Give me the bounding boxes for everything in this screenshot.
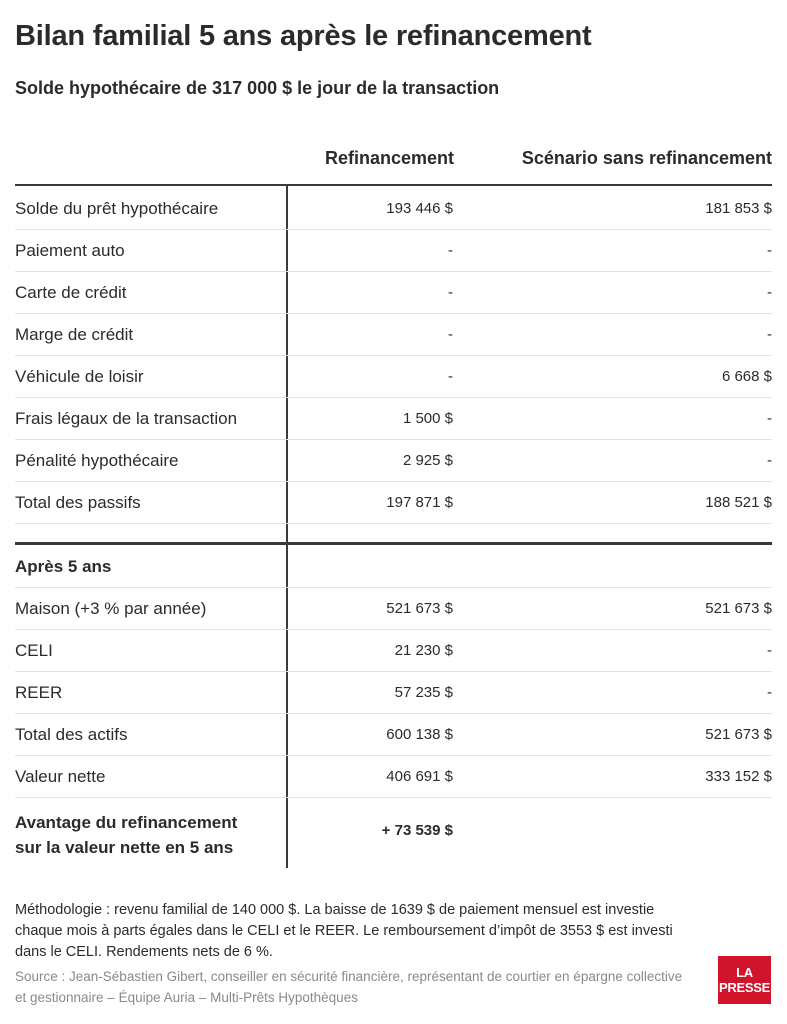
cell-refinancement: 521 673 $ bbox=[386, 600, 453, 617]
logo-line1: LA bbox=[736, 965, 753, 980]
cell-refinancement: 57 235 $ bbox=[394, 684, 453, 701]
column-header-refinancement: Refinancement bbox=[324, 148, 454, 168]
cell-sans-refinancement: - bbox=[767, 326, 772, 343]
cell-refinancement: 406 691 $ bbox=[386, 768, 453, 785]
row-label: REER bbox=[15, 683, 63, 702]
row-label: Solde du prêt hypothécaire bbox=[15, 199, 219, 218]
cell-sans-refinancement: 333 152 $ bbox=[705, 768, 772, 785]
cell-sans-refinancement: 521 673 $ bbox=[705, 600, 772, 617]
source-note: Source : Jean-Sébastien Gibert, conseiller en sécurité financière, représentant de courtier en épargne collective et gestionnaire – Équipe Auria – Multi-Prêts Hypothèques bbox=[15, 969, 683, 1005]
row-label: Paiement auto bbox=[15, 241, 125, 260]
cell-refinancement: - bbox=[448, 242, 453, 259]
cell-sans-refinancement: 188 521 $ bbox=[705, 494, 772, 511]
row-label: Total des actifs bbox=[15, 725, 128, 744]
cell-sans-refinancement: - bbox=[767, 284, 772, 301]
section-label: Après 5 ans bbox=[15, 557, 112, 576]
row-label: Maison (+3 % par année) bbox=[15, 599, 207, 618]
cell-refinancement: 600 138 $ bbox=[386, 726, 453, 743]
cell-sans-refinancement: - bbox=[767, 642, 772, 659]
advantage-label bbox=[15, 810, 275, 860]
row-label: Marge de crédit bbox=[15, 325, 134, 344]
cell-refinancement: 1 500 $ bbox=[402, 410, 453, 427]
chart-title: Bilan familial 5 ans après le refinancement bbox=[15, 20, 592, 52]
cell-sans-refinancement: 6 668 $ bbox=[721, 368, 772, 385]
cell-refinancement: 2 925 $ bbox=[402, 452, 453, 469]
column-header-sans-refinancement: Scénario sans refinancement bbox=[521, 148, 772, 168]
row-label: Frais légaux de la transaction bbox=[15, 409, 238, 428]
table-row-solde bbox=[15, 188, 772, 230]
table-row-valeur-nette bbox=[15, 756, 772, 798]
table-row-penalite bbox=[15, 440, 772, 482]
row-label: CELI bbox=[15, 641, 53, 660]
advantage-value: + 73 539 $ bbox=[381, 822, 453, 839]
table-row-total-actifs bbox=[15, 714, 772, 756]
cell-sans-refinancement: - bbox=[767, 242, 772, 259]
section-header-row bbox=[15, 546, 772, 588]
table-row-frais-legaux bbox=[15, 398, 772, 440]
cell-sans-refinancement: 181 853 $ bbox=[705, 200, 772, 217]
row-label: Total des passifs bbox=[15, 493, 141, 512]
table-row-maison bbox=[15, 588, 772, 630]
table-row-reer bbox=[15, 672, 772, 714]
cell-refinancement: - bbox=[448, 326, 453, 343]
cell-refinancement: 21 230 $ bbox=[394, 642, 453, 659]
logo-line2: PRESSE bbox=[719, 980, 770, 995]
cell-refinancement: 193 446 $ bbox=[386, 200, 453, 217]
cell-sans-refinancement: 521 673 $ bbox=[705, 726, 772, 743]
table-row-marge-credit bbox=[15, 314, 772, 356]
table-row-vehicule-loisir bbox=[15, 356, 772, 398]
row-label: Carte de crédit bbox=[15, 283, 127, 302]
table-row-total-passifs bbox=[15, 482, 772, 524]
table-row-avantage bbox=[15, 808, 772, 868]
advantage-label-line2: sur la valeur nette en 5 ans bbox=[15, 838, 234, 857]
row-label: Véhicule de loisir bbox=[15, 367, 144, 386]
cell-sans-refinancement: - bbox=[767, 684, 772, 701]
table-row-carte-credit bbox=[15, 272, 772, 314]
row-label: Pénalité hypothécaire bbox=[15, 451, 179, 470]
cell-refinancement: - bbox=[448, 368, 453, 385]
cell-refinancement: 197 871 $ bbox=[386, 494, 453, 511]
cell-refinancement: - bbox=[448, 284, 453, 301]
header-divider bbox=[15, 184, 772, 186]
cell-sans-refinancement: - bbox=[767, 452, 772, 469]
row-label: Valeur nette bbox=[15, 767, 106, 786]
advantage-label-line1: Avantage du refinancement bbox=[15, 813, 238, 832]
table-row-paiement-auto bbox=[15, 230, 772, 272]
section-divider bbox=[15, 542, 772, 545]
la-presse-logo bbox=[718, 956, 771, 1004]
methodology-note: Méthodologie : revenu familial de 140 000 $. La baisse de 1639 $ de paiement mensuel est investie chaque mois à parts égales dans le CELI et le REER. Le remboursement d’impôt de 3553 $ est investi dans le CELI. Rendements nets de 6 %. bbox=[15, 902, 673, 960]
chart-subtitle: Solde hypothécaire de 317 000 $ le jour de la transaction bbox=[15, 78, 500, 98]
table-row-celi bbox=[15, 630, 772, 672]
cell-sans-refinancement: - bbox=[767, 410, 772, 427]
